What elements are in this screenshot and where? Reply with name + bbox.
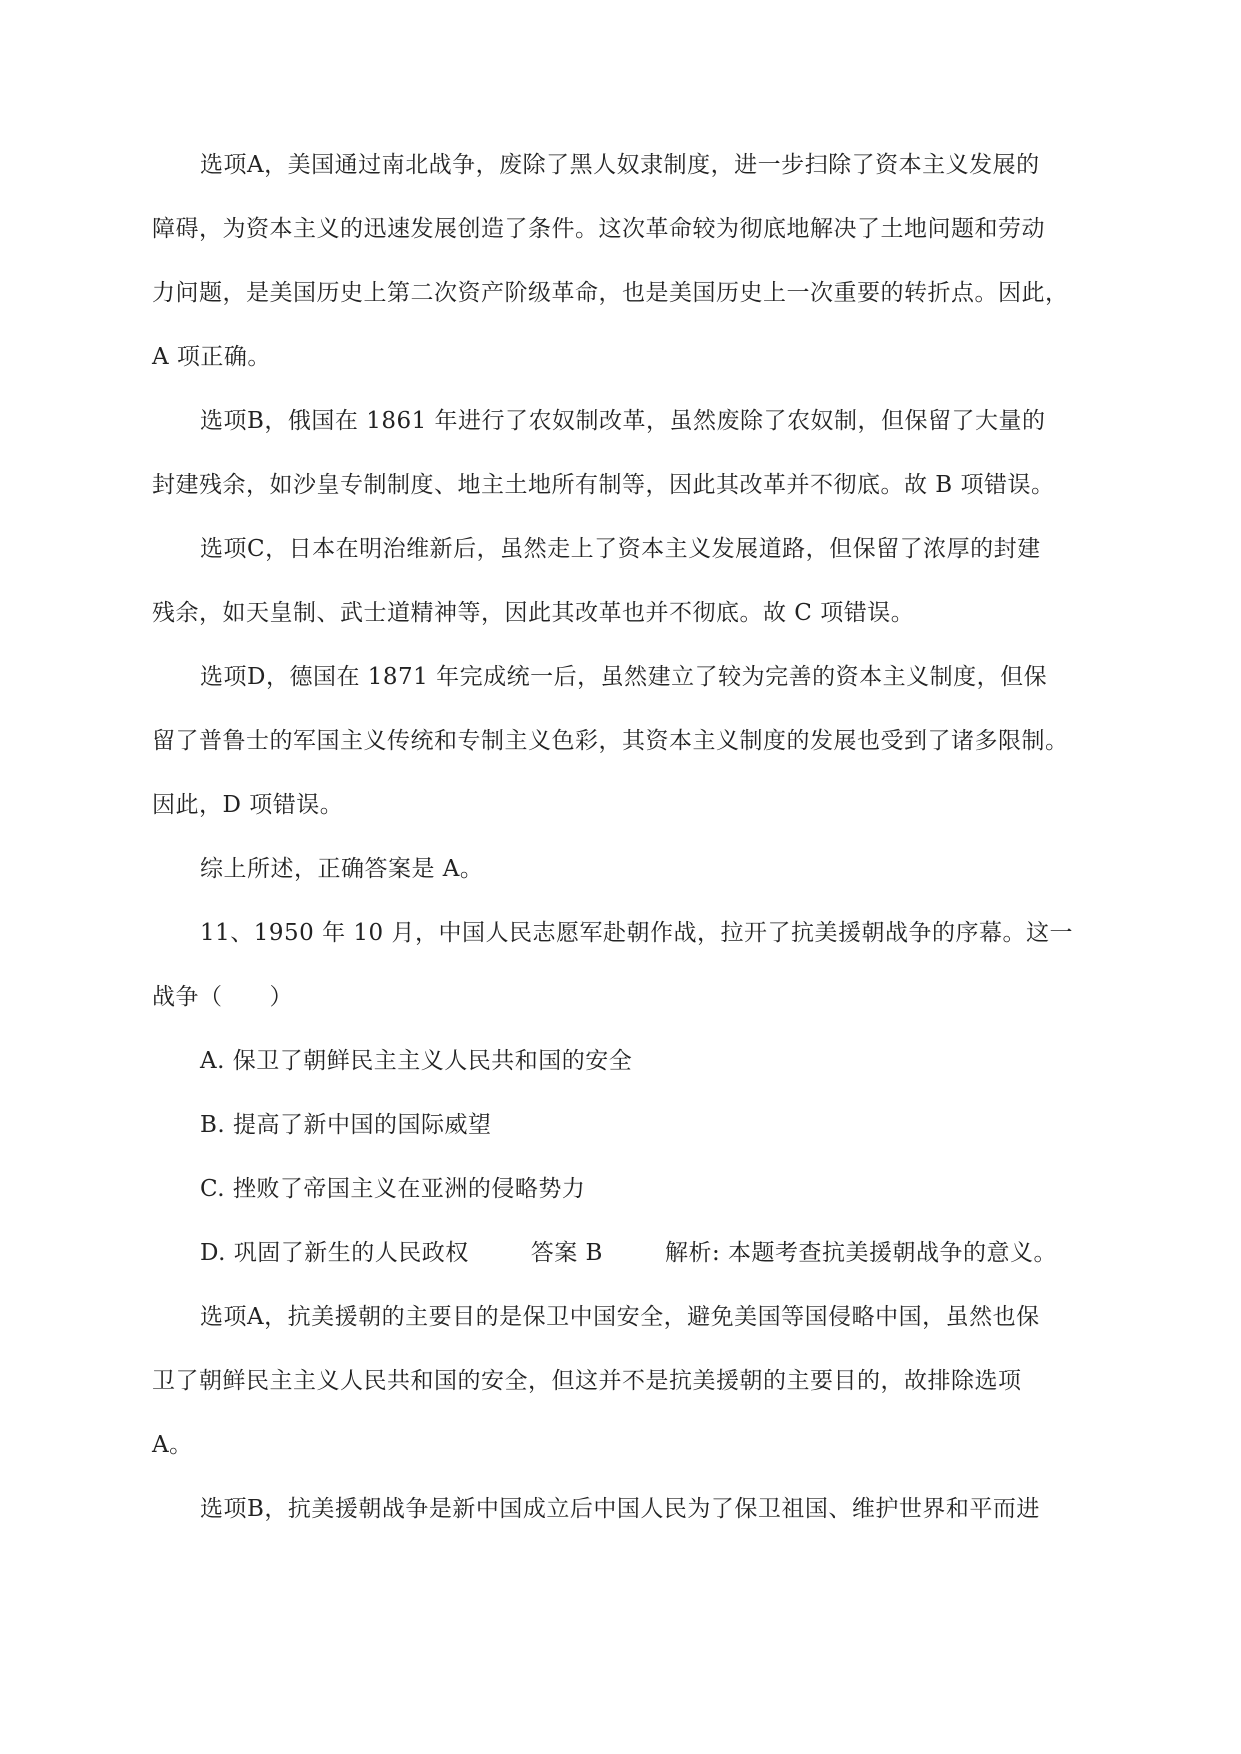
text-line: 选项D，德国在 1871 年完成统一后，虽然建立了较为完善的资本主义制度，但保 bbox=[200, 664, 1048, 690]
text-line: 选项A，抗美援朝的主要目的是保卫中国安全，避免美国等国侵略中国，虽然也保 bbox=[200, 1304, 1040, 1330]
text-line: 力问题，是美国历史上第二次资产阶级革命，也是美国历史上一次重要的转折点。因此， bbox=[152, 280, 1069, 306]
text-line: 选项B，抗美援朝战争是新中国成立后中国人民为了保卫祖国、维护世界和平而进 bbox=[200, 1496, 1040, 1522]
option-b: B. 提高了新中国的国际威望 bbox=[200, 1112, 492, 1138]
text-line: 综上所述，正确答案是 A。 bbox=[200, 856, 484, 882]
text-line: A。 bbox=[152, 1432, 193, 1458]
text-line: 选项C，日本在明治维新后，虽然走上了资本主义发展道路，但保留了浓厚的封建 bbox=[200, 536, 1041, 562]
answer-label: 答案 B bbox=[530, 1240, 603, 1266]
analysis-label: 解析: 本题考查抗美援朝战争的意义。 bbox=[664, 1240, 1058, 1266]
text-line: 选项A，美国通过南北战争，废除了黑人奴隶制度，进一步扫除了资本主义发展的 bbox=[200, 152, 1040, 178]
option-a: A. 保卫了朝鲜民主主义人民共和国的安全 bbox=[200, 1048, 633, 1074]
option-c: C. 挫败了帝国主义在亚洲的侵略势力 bbox=[200, 1176, 586, 1202]
option-d-row bbox=[200, 1238, 1057, 1268]
text-line: 卫了朝鲜民主主义人民共和国的安全，但这并不是抗美援朝的主要目的，故排除选项 bbox=[152, 1368, 1022, 1394]
text-line: 残余，如天皇制、武士道精神等，因此其改革也并不彻底。故 C 项错误。 bbox=[152, 600, 915, 626]
question-stem: 战争（ ） bbox=[152, 984, 293, 1010]
text-line: 封建残余，如沙皇专制制度、地主土地所有制等，因此其改革并不彻底。故 B 项错误。 bbox=[152, 472, 1055, 498]
text-line: A 项正确。 bbox=[152, 344, 271, 370]
question-stem: 11、1950 年 10 月，中国人民志愿军赴朝作战，拉开了抗美援朝战争的序幕。这一 bbox=[200, 920, 1073, 946]
text-line: 因此，D 项错误。 bbox=[152, 792, 344, 818]
text-line: 障碍，为资本主义的迅速发展创造了条件。这次革命较为彻底地解决了土地问题和劳动 bbox=[152, 216, 1045, 242]
option-d: D. 巩固了新生的人民政权 bbox=[200, 1240, 469, 1266]
text-line: 选项B，俄国在 1861 年进行了农奴制改革，虽然废除了农奴制，但保留了大量的 bbox=[200, 408, 1046, 434]
text-line: 留了普鲁士的军国主义传统和专制主义色彩，其资本主义制度的发展也受到了诸多限制。 bbox=[152, 728, 1069, 754]
